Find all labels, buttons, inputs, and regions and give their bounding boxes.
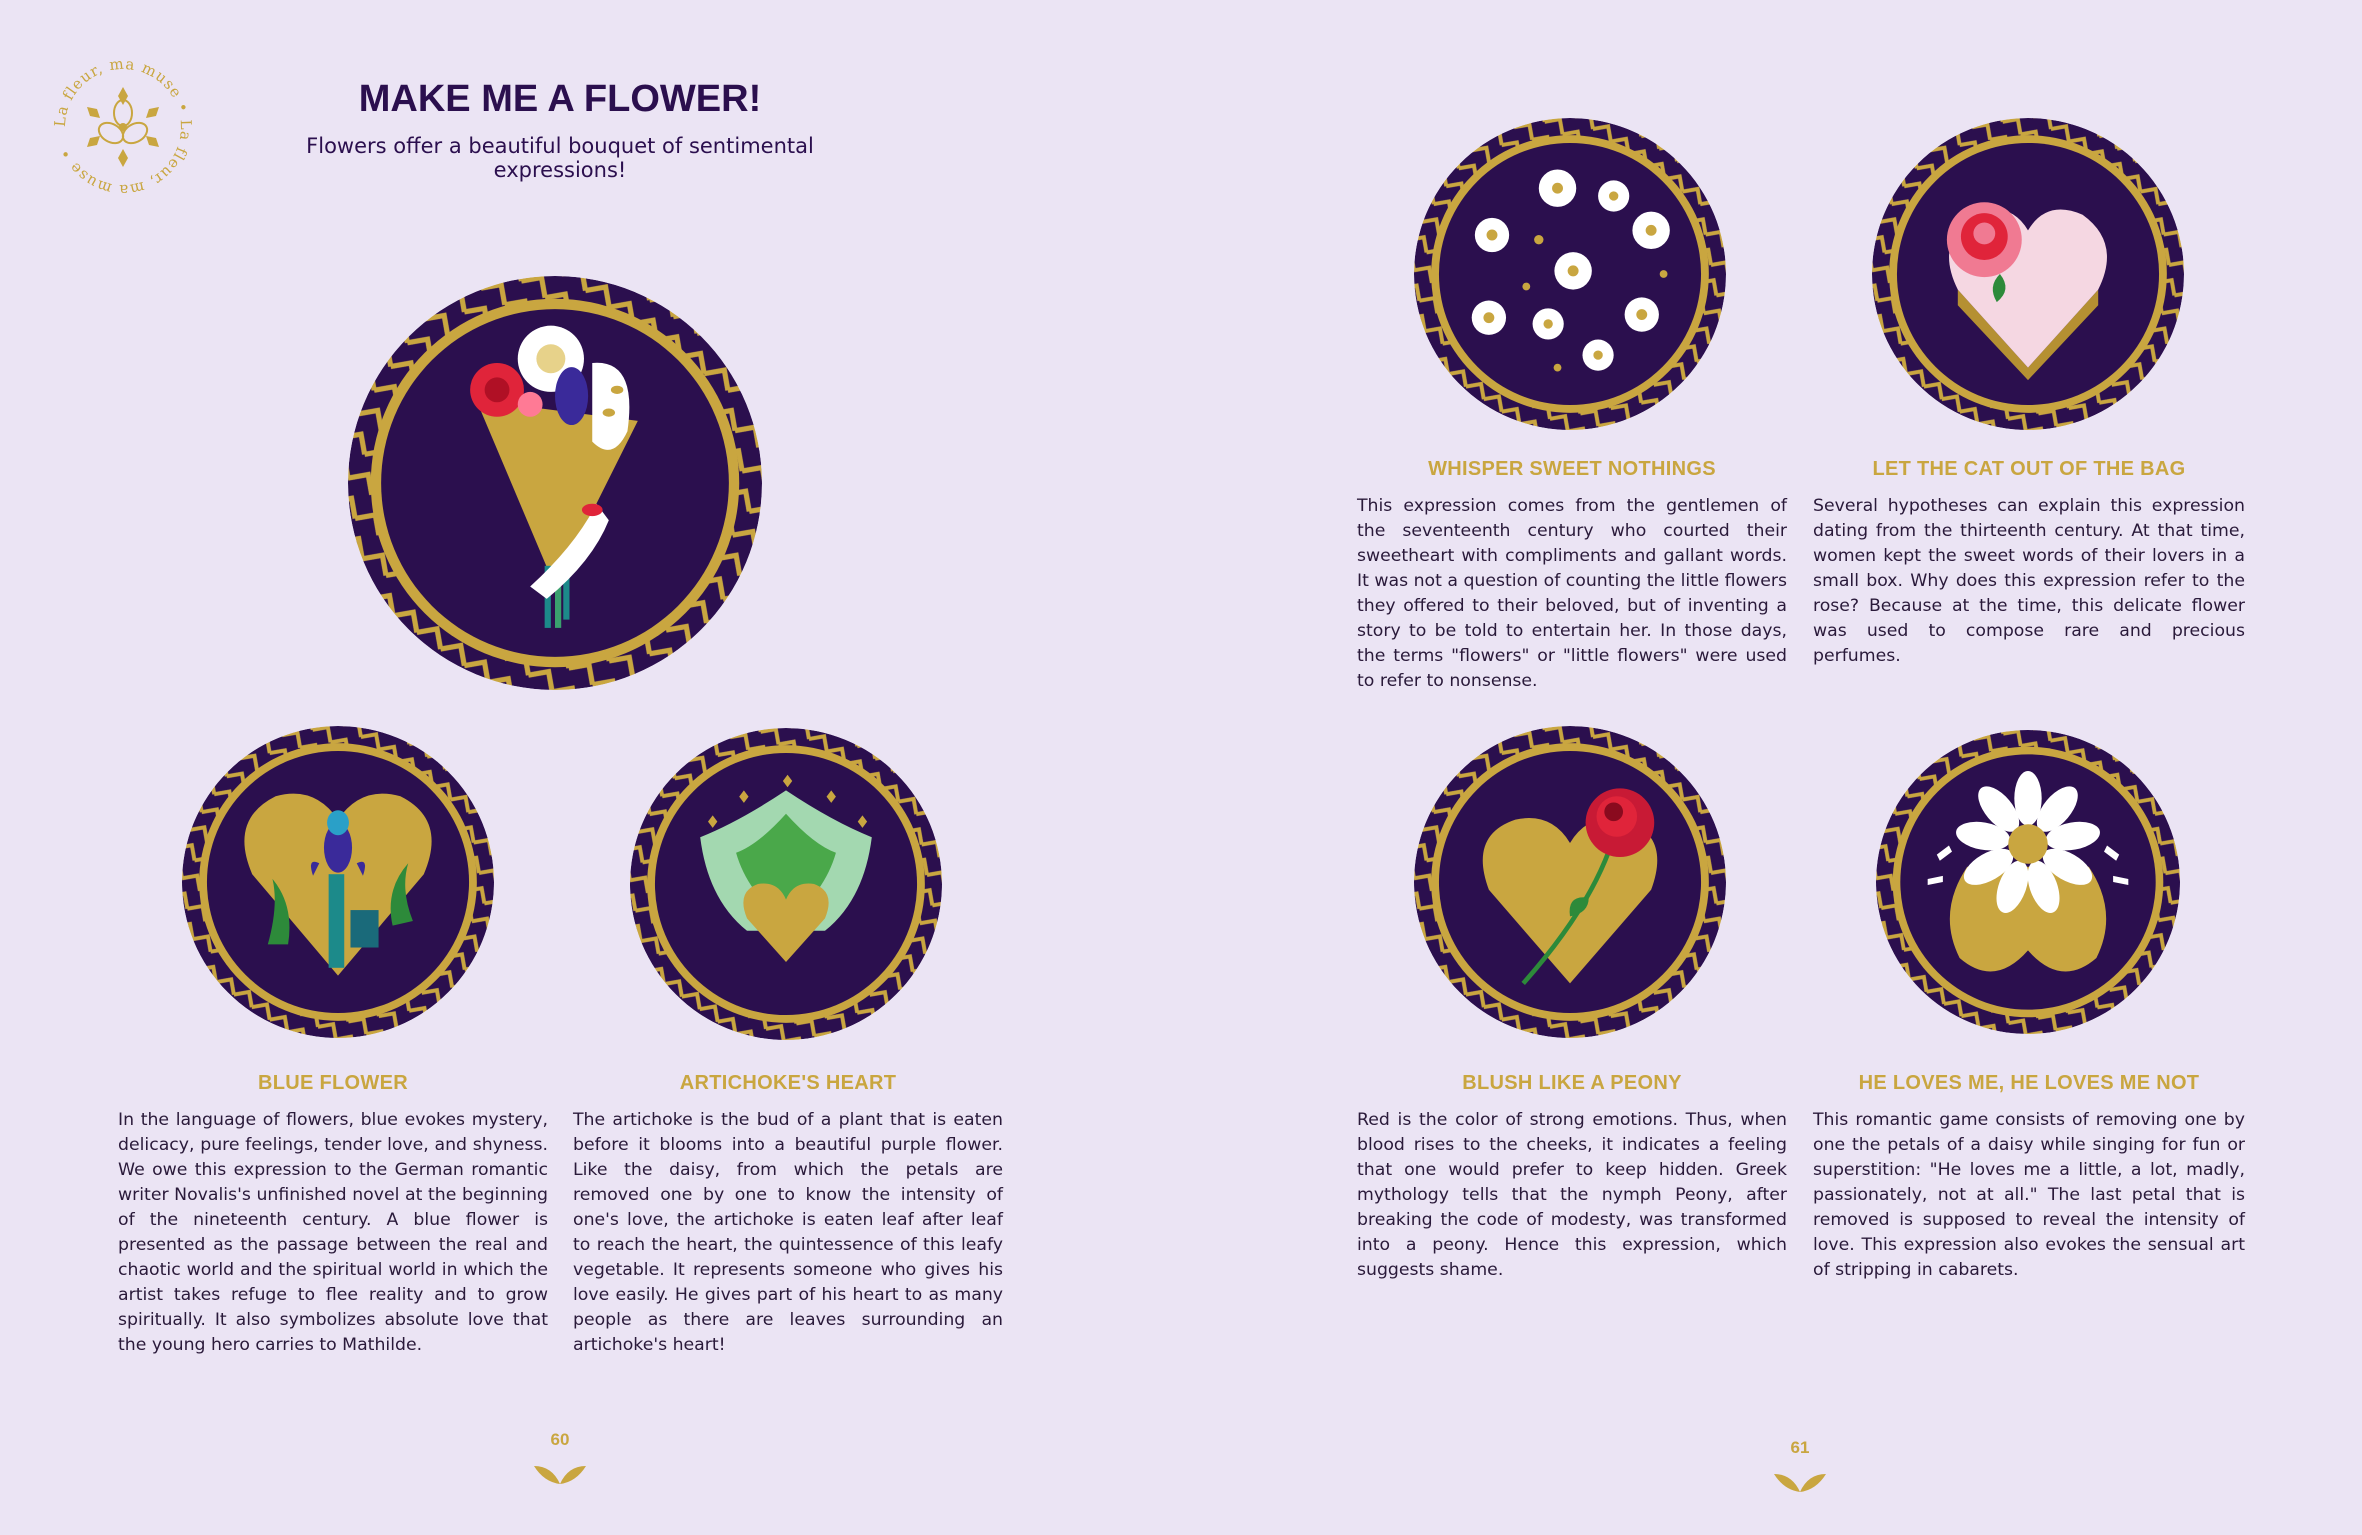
entry-title-whisper: WHISPER SWEET NOTHINGS xyxy=(1428,458,1716,480)
la-fleur-stamp-logo xyxy=(48,52,198,202)
page-number-left: 60 xyxy=(550,1430,570,1449)
entry-body-loves-me: This romantic game consists of removing one by one the petals of a daisy while singing for fun or superstition: "He loves me a little, a lot, madly, passionately, not at all." The last petal that is removed is supposed to reveal the intensity of love. This expression also evokes the sensual art of stripping in cabarets. xyxy=(1813,1110,2245,1280)
leaf-ornament-icon xyxy=(530,1456,590,1488)
entry-body-artichoke: The artichoke is the bud of a plant that is eaten before it blooms into a beautiful purple flower. Like the daisy, from which the petals are removed one by one to know the intensity of one's love, the artichoke is eaten leaf after leaf to reach the heart, the quintessence of this leafy vegetable. It represents someone who gives his love easily. He gives part of his heart to as many people as there are leaves surrounding an artichoke's heart! xyxy=(573,1110,1003,1355)
entry-body-blue-flower: In the language of flowers, blue evokes mystery, delicacy, pure feelings, tender love, and shyness. We owe this expression to the German romantic writer Novalis's unfinished novel at the beginning of the nineteenth century. A blue flower is presented as the passage between the real and chaotic world and the spiritual world in which the artist takes refuge to flee reality and to grow spiritually. It also symbolizes absolute love that the young hero carries to Mathilde. xyxy=(118,1110,548,1355)
entry-title-cat-bag: LET THE CAT OUT OF THE BAG xyxy=(1872,458,2186,480)
entry-title-loves-me: HE LOVES ME, HE LOVES ME NOT xyxy=(1858,1072,2200,1094)
entry-title-peony: BLUSH LIKE A PEONY xyxy=(1462,1072,1682,1094)
svg-text:La fleur, ma muse • La fleur,: La fleur, ma muse • La fleur, ma muse • xyxy=(50,54,196,200)
entry-title-artichoke: ARTICHOKE'S HEART xyxy=(679,1072,897,1094)
leaf-ornament-icon xyxy=(1770,1464,1830,1496)
whisper-sweet-nothings-medallion xyxy=(1414,118,1726,430)
blush-like-a-peony-medallion xyxy=(1414,726,1726,1038)
page-number-right: 61 xyxy=(1790,1438,1810,1457)
he-loves-me-medallion xyxy=(1876,730,2180,1034)
bouquet-medallion xyxy=(348,276,762,690)
entry-title-blue-flower: BLUE FLOWER xyxy=(258,1072,408,1094)
artichoke-heart-medallion xyxy=(630,728,942,1040)
blue-flower-medallion xyxy=(182,726,494,1038)
page-title: MAKE ME A FLOWER! xyxy=(358,78,762,120)
entry-body-peony: Red is the color of strong emotions. Thus, when blood rises to the cheeks, it indicates a feeling that one would prefer to keep hidden. Greek mythology tells that the nymph Peony, after breaking the code of modesty, was transformed into a peony. Hence this expression, which suggests shame. xyxy=(1357,1110,1787,1280)
entry-body-cat-bag: Several hypotheses can explain this expression dating from the thirteenth century. At that time, women kept the sweet words of their lovers in a small box. Why does this expression refer to the rose? Because at the time, this delicate flower was used to compose rare and precious perfumes. xyxy=(1813,496,2245,666)
page-subtitle: Flowers offer a beautiful bouquet of sentimental expressions! xyxy=(306,134,814,182)
cat-out-of-bag-medallion xyxy=(1872,118,2184,430)
entry-body-whisper: This expression comes from the gentlemen of the seventeenth century who courted their sweetheart with compliments and gallant words. It was not a question of counting the little flowers they offered to their beloved, but of inventing a story to be told to entertain her. In those days, the terms "flowers" or "little flowers" were used to refer to nonsense. xyxy=(1357,496,1788,691)
